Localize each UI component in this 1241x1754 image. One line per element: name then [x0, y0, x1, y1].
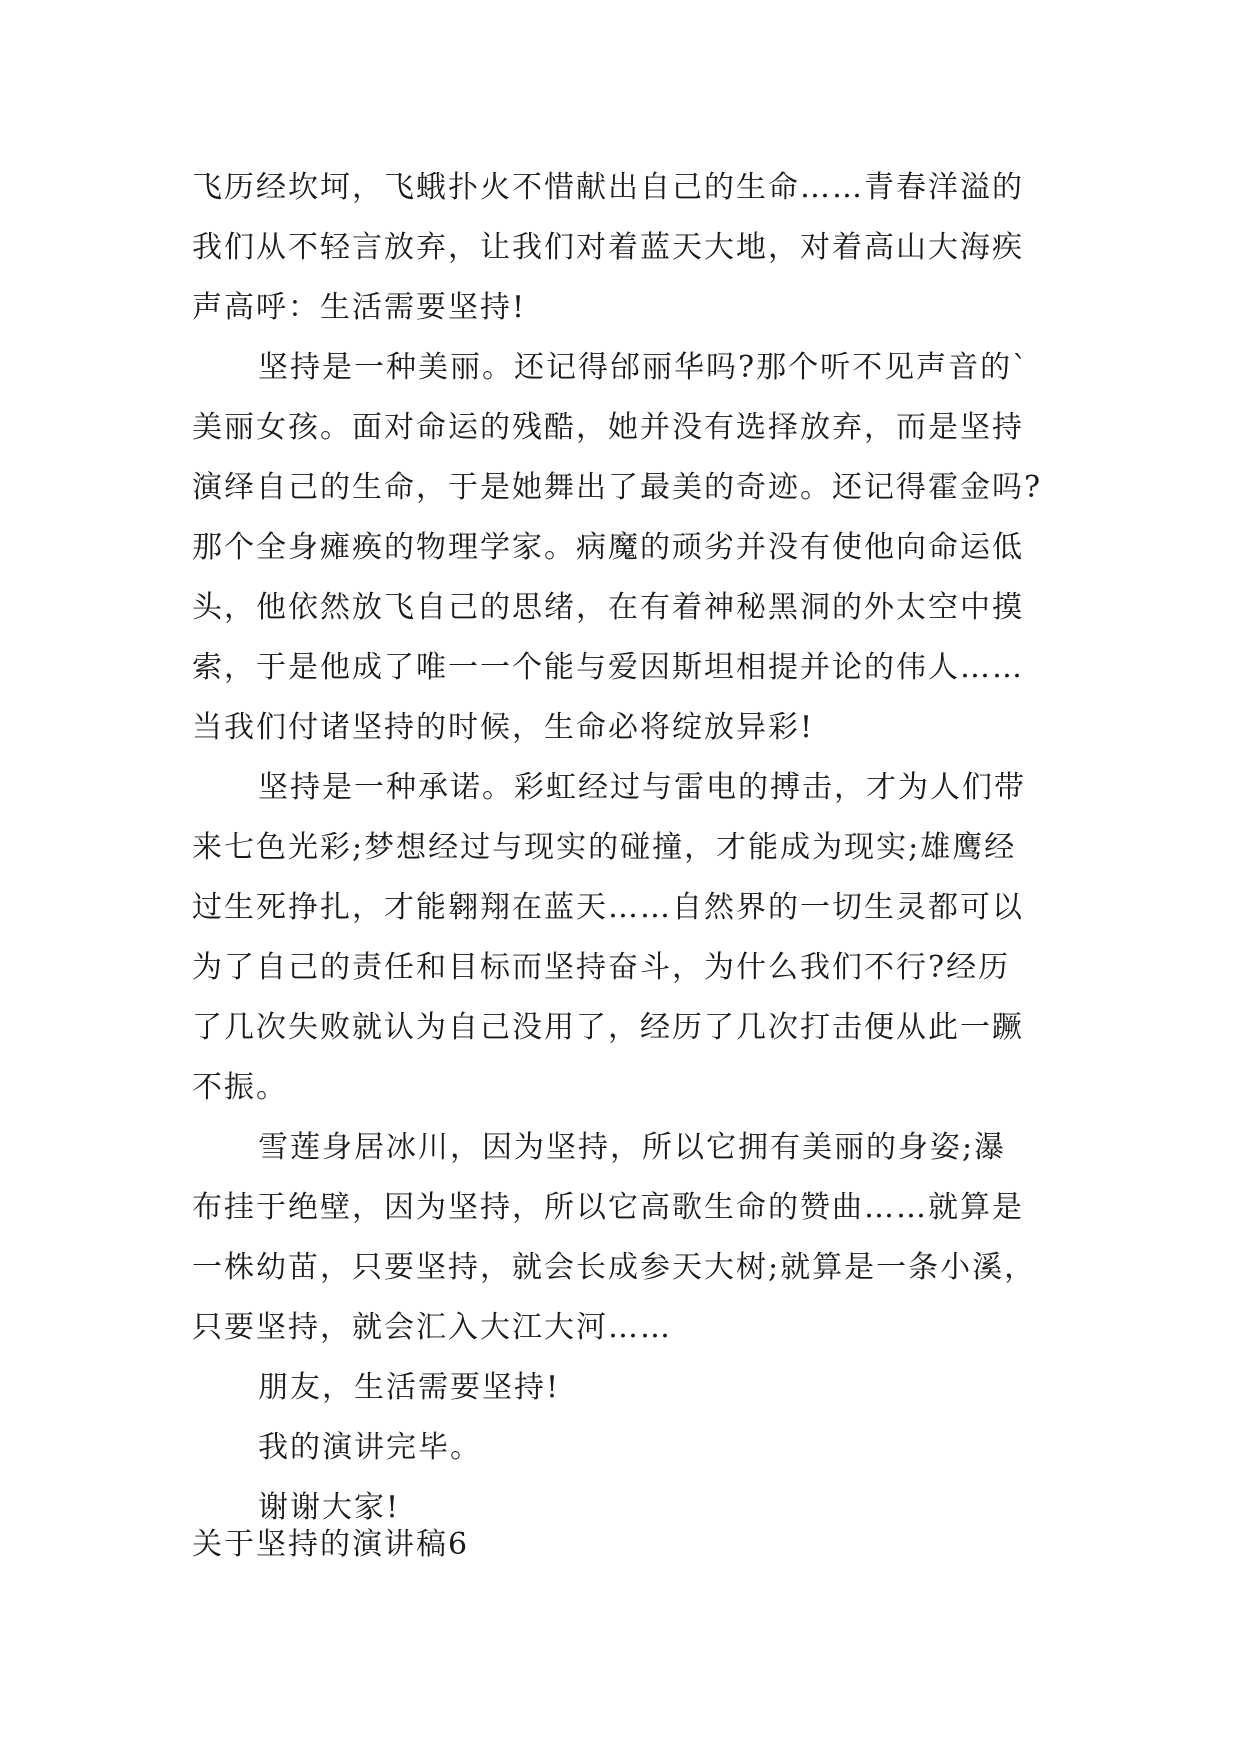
text-line: 布挂于绝壁，因为坚持，所以它高歌生命的赞曲……就算是 — [192, 1190, 1024, 1225]
text-line: 过生死挣扎，才能翱翔在蓝天……自然界的一切生灵都可以 — [192, 890, 1024, 925]
speech-body — [192, 158, 1052, 1538]
text-line: 不振。 — [192, 1070, 288, 1105]
text-line: 为了自己的责任和目标而坚持奋斗，为什么我们不行?经历 — [192, 950, 1011, 985]
text-line: 一株幼苗，只要坚持，就会长成参天大树;就算是一条小溪， — [192, 1250, 1037, 1285]
paragraph-start-line: 雪莲身居冰川，因为坚持，所以它拥有美丽的身姿;瀑 — [258, 1130, 1007, 1165]
text-line: 演绎自己的生命，于是她舞出了最美的奇迹。还记得霍金吗? — [192, 470, 1043, 505]
text-line: 索，于是他成了唯一一个能与爱因斯坦相提并论的伟人…… — [192, 650, 1024, 685]
paragraph-start-line: 谢谢大家! — [258, 1490, 401, 1525]
text-line: 声高呼：生活需要坚持! — [192, 290, 527, 325]
text-line: 了几次失败就认为自己没用了，经历了几次打击便从此一蹶 — [192, 1010, 1024, 1045]
text-line: 那个全身瘫痪的物理学家。病魔的顽劣并没有使他向命运低 — [192, 530, 1024, 565]
paragraph-start-line: 朋友，生活需要坚持! — [258, 1370, 561, 1405]
section-heading: 关于坚持的演讲稿6 — [192, 1527, 470, 1562]
text-line: 我们从不轻言放弃，让我们对着蓝天大地，对着高山大海疾 — [192, 230, 1024, 265]
paragraph-start-line: 坚持是一种美丽。还记得邰丽华吗?那个听不见声音的` — [258, 350, 1030, 385]
text-line: 只要坚持，就会汇入大江大河…… — [192, 1310, 672, 1345]
text-line: 当我们付诸坚持的时候，生命必将绽放异彩! — [192, 710, 815, 745]
text-line: 飞历经坎坷，飞蛾扑火不惜献出自己的生命……青春洋溢的 — [192, 170, 1024, 205]
paragraph-start-line: 我的演讲完毕。 — [258, 1430, 482, 1465]
text-line: 来七色光彩;梦想经过与现实的碰撞，才能成为现实;雄鹰经 — [192, 830, 1017, 865]
paragraph-start-line: 坚持是一种承诺。彩虹经过与雷电的搏击，才为人们带 — [258, 770, 1026, 805]
text-line: 头，他依然放飞自己的思绪，在有着神秘黑洞的外太空中摸 — [192, 590, 1024, 625]
text-line: 美丽女孩。面对命运的残酷，她并没有选择放弃，而是坚持 — [192, 410, 1024, 445]
